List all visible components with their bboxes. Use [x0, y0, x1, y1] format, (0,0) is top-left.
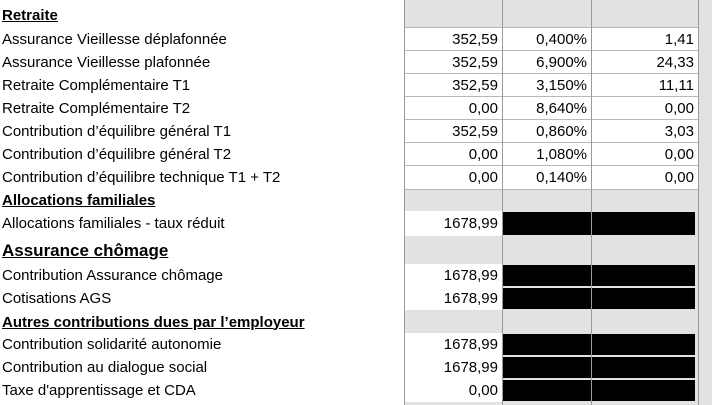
amount-cell[interactable]: 11,11	[658, 77, 694, 94]
base-cell[interactable]: 1678,99	[443, 215, 498, 232]
column-border	[591, 0, 592, 405]
section-title: Assurance chômage	[2, 240, 169, 260]
rate-cell[interactable]: 3,150%	[536, 77, 587, 94]
row-label: Assurance Vieillesse déplafonnée	[2, 31, 227, 48]
column-border	[698, 0, 699, 405]
table-row[interactable]	[0, 379, 712, 402]
section-header-autres-contributions[interactable]	[0, 311, 712, 333]
row-label: Contribution au dialogue social	[2, 359, 208, 376]
rate-cell[interactable]: 8,640%	[536, 100, 587, 117]
base-cell[interactable]: 1678,99	[443, 359, 498, 376]
base-cell[interactable]: 0,00	[468, 169, 498, 186]
row-label: Contribution d’équilibre général T2	[2, 146, 232, 163]
amount-cell[interactable]: 0,00	[664, 146, 694, 163]
redaction-bar	[503, 380, 695, 401]
amount-cell[interactable]: 1,41	[664, 31, 694, 48]
base-cell[interactable]: 1678,99	[443, 336, 498, 353]
base-cell[interactable]: 0,00	[468, 100, 498, 117]
redaction-bar	[503, 334, 695, 355]
row-label: Contribution d’équilibre technique T1 + T2	[2, 169, 281, 186]
base-cell[interactable]: 352,59	[452, 123, 498, 140]
redaction-bar	[503, 288, 695, 309]
redaction-bar	[503, 357, 695, 378]
rate-cell[interactable]: 1,080%	[536, 146, 587, 163]
redaction-bar	[503, 265, 695, 286]
rate-cell[interactable]: 0,400%	[536, 31, 587, 48]
row-label: Allocations familiales - taux réduit	[2, 215, 225, 232]
table-row[interactable]	[0, 356, 712, 379]
amount-cell[interactable]: 0,00	[664, 100, 694, 117]
column-border	[502, 0, 503, 405]
base-cell[interactable]: 1678,99	[443, 290, 498, 307]
amount-cell[interactable]: 0,00	[664, 169, 694, 186]
section-title: Autres contributions dues par l’employeur	[2, 313, 305, 331]
base-cell[interactable]: 0,00	[468, 382, 498, 399]
amount-cell[interactable]: 3,03	[664, 123, 694, 140]
rate-cell[interactable]: 0,860%	[536, 123, 587, 140]
rate-cell[interactable]: 6,900%	[536, 54, 587, 71]
redaction-bar	[503, 212, 695, 235]
table-row[interactable]	[0, 264, 712, 287]
rate-cell[interactable]: 0,140%	[536, 169, 587, 186]
row-label: Retraite Complémentaire T2	[2, 100, 191, 117]
table-row[interactable]	[0, 51, 712, 74]
row-label: Retraite Complémentaire T1	[2, 77, 191, 94]
base-cell[interactable]: 352,59	[452, 54, 498, 71]
row-label: Cotisations AGS	[2, 290, 112, 307]
base-cell[interactable]: 0,00	[468, 146, 498, 163]
section-header-assurance-chomage[interactable]	[0, 237, 712, 264]
table-row[interactable]	[0, 333, 712, 356]
section-title: Retraite	[2, 7, 58, 24]
row-label: Contribution d’équilibre général T1	[2, 123, 232, 140]
base-cell[interactable]: 352,59	[452, 31, 498, 48]
amount-cell[interactable]: 24,33	[656, 54, 694, 71]
table-row[interactable]	[0, 166, 712, 189]
row-label: Assurance Vieillesse plafonnée	[2, 54, 211, 71]
table-row[interactable]	[0, 143, 712, 166]
table-row[interactable]	[0, 287, 712, 310]
row-label: Contribution solidarité autonomie	[2, 336, 222, 353]
section-title: Allocations familiales	[2, 191, 156, 209]
base-cell[interactable]: 352,59	[452, 77, 498, 94]
table-row[interactable]	[0, 74, 712, 97]
column-border	[404, 0, 405, 405]
table-row[interactable]	[0, 97, 712, 120]
section-header-allocations-familiales[interactable]	[0, 189, 712, 211]
row-label: Taxe d'apprentissage et CDA	[2, 382, 196, 399]
table-row[interactable]	[0, 120, 712, 143]
base-cell[interactable]: 1678,99	[443, 267, 498, 284]
row-label: Contribution Assurance chômage	[2, 267, 223, 284]
table-row[interactable]	[0, 211, 712, 236]
section-header-retraite[interactable]	[0, 4, 712, 27]
table-row[interactable]	[0, 28, 712, 51]
